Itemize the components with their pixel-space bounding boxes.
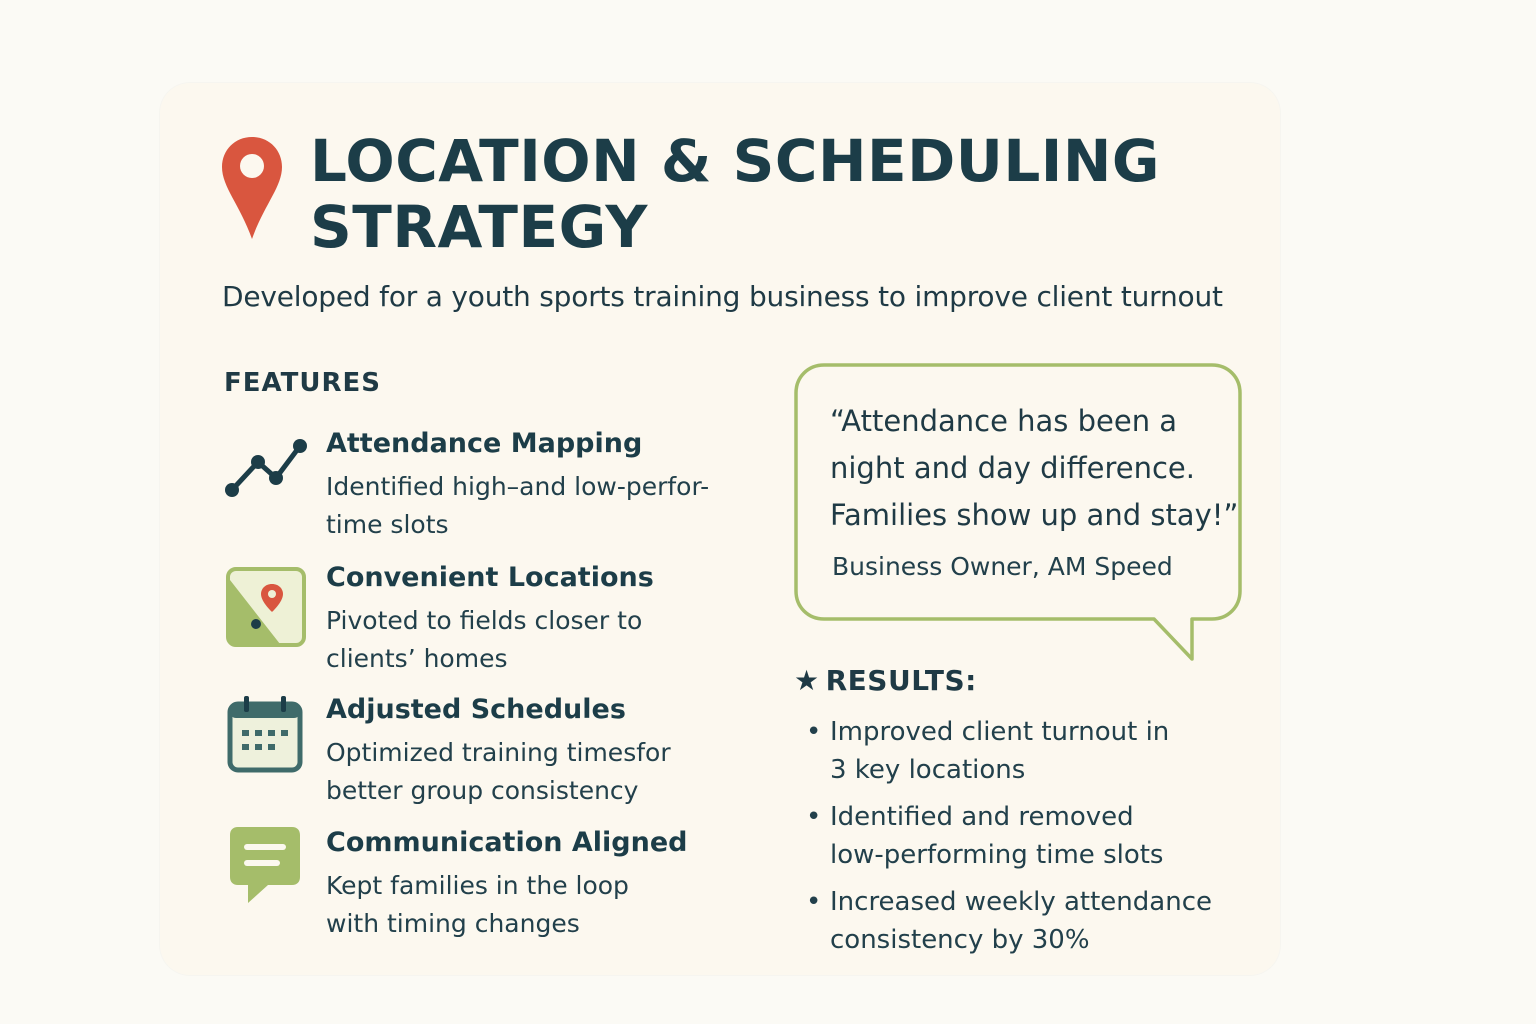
feature-title: Convenient Locations bbox=[326, 562, 654, 593]
calendar-icon bbox=[222, 694, 308, 780]
page-title bbox=[310, 128, 1210, 260]
map-icon bbox=[222, 562, 308, 648]
bullet: • bbox=[806, 802, 822, 832]
feature-title: Attendance Mapping bbox=[326, 428, 643, 459]
bullet: • bbox=[806, 887, 822, 917]
map-pin-icon bbox=[220, 135, 284, 241]
feature-description: Kept families in the loop with timing changes bbox=[326, 871, 629, 938]
star-icon: ★ bbox=[794, 664, 820, 697]
results-list bbox=[806, 713, 1246, 968]
feature-communication-aligned bbox=[222, 827, 742, 947]
line-chart-icon bbox=[222, 428, 308, 514]
list-item: • Identified and removed low-performing time slots bbox=[806, 798, 1246, 874]
title-line-2: STRATEGY bbox=[310, 193, 648, 261]
list-item: • Increased weekly attendance consistency by 30% bbox=[806, 883, 1246, 959]
bullet: • bbox=[806, 717, 822, 747]
feature-convenient-locations bbox=[222, 562, 742, 682]
feature-title: Adjusted Schedules bbox=[326, 694, 626, 725]
feature-title: Communication Aligned bbox=[326, 827, 688, 858]
testimonial-quote: “Attendance has been a night and day difference. Families show up and stay!” bbox=[830, 404, 1239, 532]
feature-adjusted-schedules bbox=[222, 694, 742, 814]
page-subtitle: Developed for a youth sports training business to improve client turnout bbox=[222, 280, 1223, 313]
title-line-1: LOCATION & SCHEDULING bbox=[310, 127, 1161, 195]
feature-description: Pivoted to fields closer to clients’ homes bbox=[326, 606, 643, 673]
testimonial-author: Business Owner, AM Speed bbox=[832, 552, 1173, 581]
feature-attendance-mapping bbox=[222, 428, 742, 548]
features-heading: FEATURES bbox=[224, 368, 381, 398]
feature-description: Identified high–and low-perfor- time slots bbox=[326, 472, 710, 539]
results-heading: ★ RESULTS: bbox=[794, 664, 977, 697]
list-item: • Improved client turnout in 3 key locations bbox=[806, 713, 1246, 789]
feature-description: Optimized training timesfor better group consistency bbox=[326, 738, 671, 805]
chat-icon bbox=[222, 827, 308, 913]
